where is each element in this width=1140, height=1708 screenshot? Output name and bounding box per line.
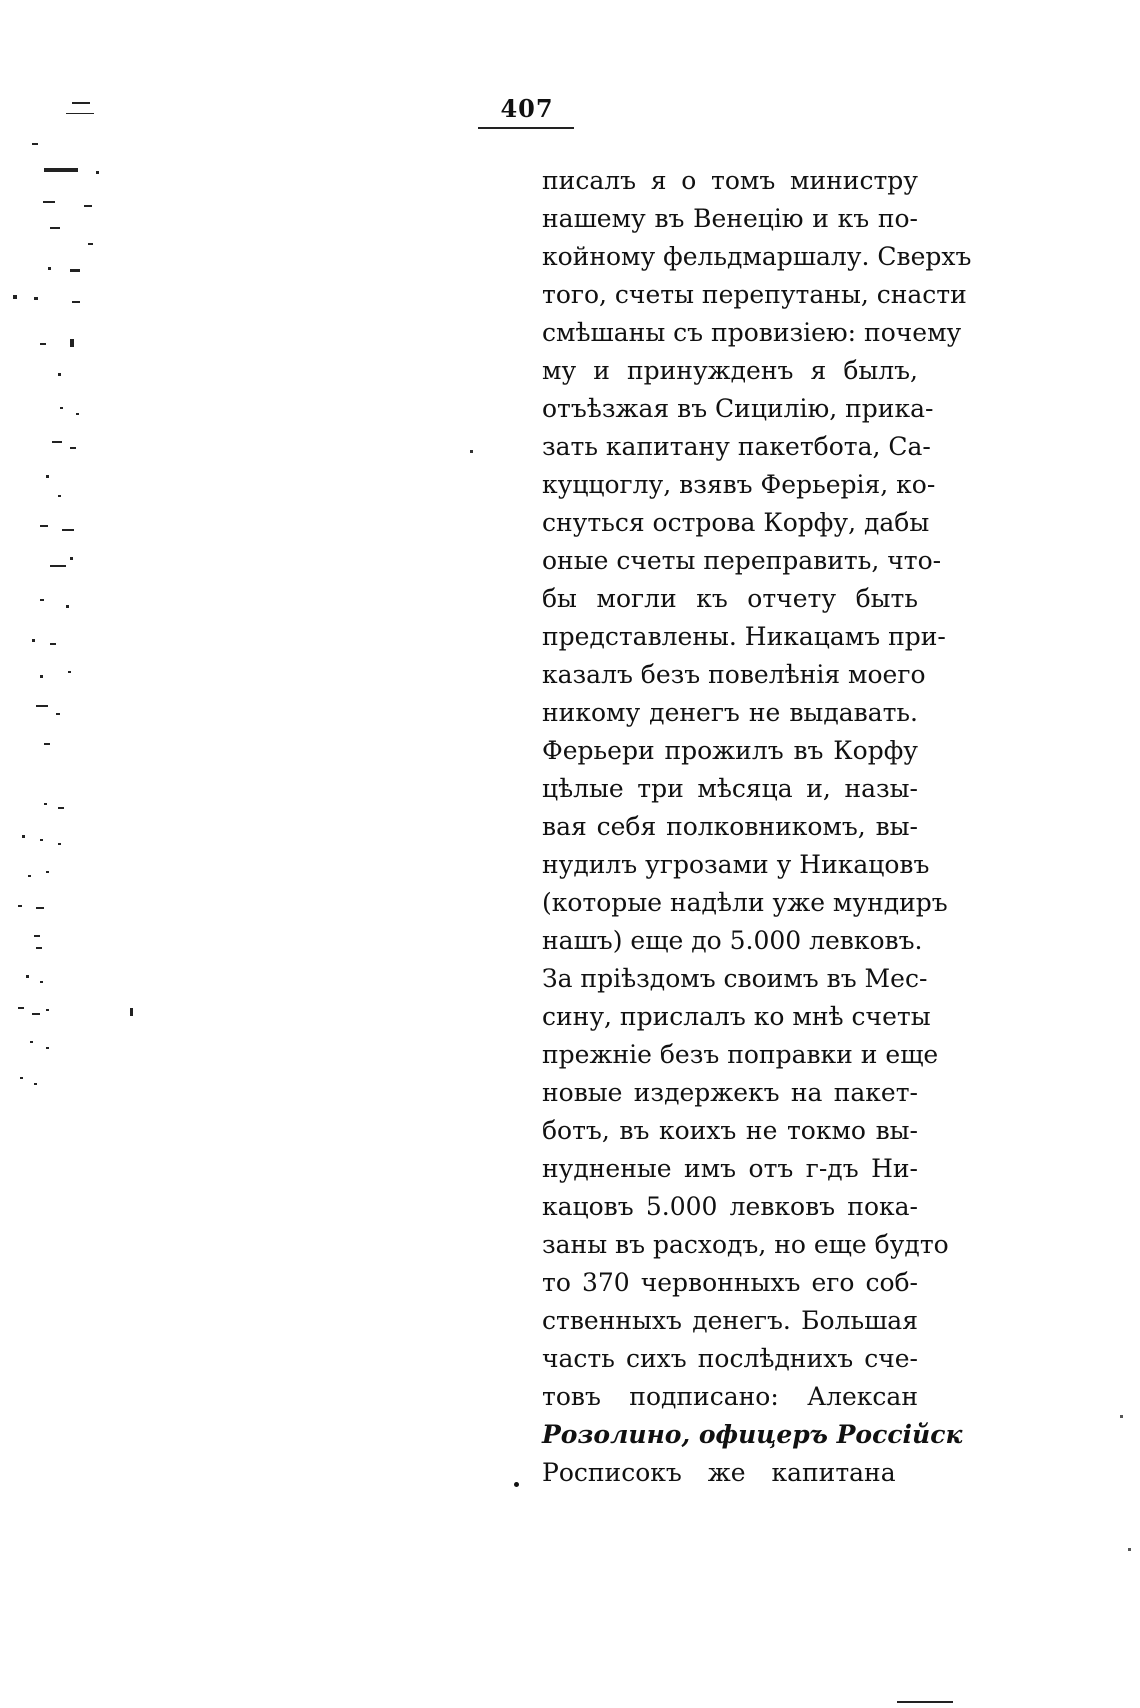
text-line: Росписокъ же капитана xyxy=(542,1458,896,1487)
scan-speck xyxy=(40,839,43,841)
text-line: никому денегъ не выдавать. xyxy=(542,698,918,727)
scan-speck xyxy=(34,1083,37,1085)
text-line: куццоглу, взявъ Ферьерія, ко- xyxy=(542,470,936,499)
scan-speck xyxy=(52,441,62,443)
text-line: заны въ расходъ, но еще будто xyxy=(542,1230,949,1259)
scan-speck xyxy=(36,947,42,949)
text-line: снуться острова Корфу, дабы xyxy=(542,508,930,537)
scan-speck xyxy=(72,102,90,104)
scan-speck xyxy=(62,529,74,531)
scan-speck xyxy=(96,171,99,174)
text-line: цѣлые три мѣсяца и, назы- xyxy=(542,774,918,803)
scan-speck xyxy=(44,743,50,745)
text-line: (которые надѣли уже мундиръ xyxy=(542,888,948,917)
scan-speck xyxy=(48,267,51,270)
scan-speck xyxy=(46,1009,49,1011)
scan-speck xyxy=(56,713,60,715)
text-line: нудненые имъ отъ г-дъ Ни- xyxy=(542,1154,918,1183)
scan-speck xyxy=(70,557,73,560)
scan-speck xyxy=(58,373,61,376)
scan-speck xyxy=(130,1008,133,1016)
text-line: нашъ) еще до 5.000 левковъ. xyxy=(542,926,923,955)
scan-speck xyxy=(72,301,80,303)
scan-speck xyxy=(58,807,64,809)
text-line: нудилъ угрозами у Никацовъ xyxy=(542,850,930,879)
scan-speck xyxy=(70,447,76,449)
text-line: Ферьери прожилъ въ Корфу xyxy=(542,736,918,765)
text-line: товъ подписано: Алексан xyxy=(542,1382,918,1411)
scan-speck xyxy=(46,1047,49,1049)
scan-speck xyxy=(70,269,80,272)
text-line: ботъ, въ коихъ не токмо вы- xyxy=(542,1116,918,1145)
scan-speck xyxy=(50,227,60,229)
scan-speck xyxy=(34,935,40,937)
scan-speck xyxy=(30,1041,33,1043)
scan-speck xyxy=(40,599,44,601)
body-text-column xyxy=(542,162,972,1492)
scan-speck xyxy=(32,1013,40,1015)
scan-speck xyxy=(66,113,94,114)
text-line: койному фельдмаршалу. Сверхъ xyxy=(542,242,972,271)
scan-speck xyxy=(58,843,61,845)
bottom-rule xyxy=(897,1701,953,1703)
text-line: За пріѣздомъ своимъ въ Мес- xyxy=(542,964,928,993)
text-line: зать капитану пакетбота, Са- xyxy=(542,432,931,461)
text-line: нашему въ Венецію и къ по- xyxy=(542,204,918,233)
scan-speck xyxy=(46,871,49,873)
scan-speck xyxy=(1128,1548,1131,1551)
scan-speck xyxy=(22,835,25,838)
scan-speck xyxy=(32,143,38,145)
scan-speck xyxy=(18,1007,24,1009)
text-line-italic: Розолино, офицеръ Россійск xyxy=(542,1420,963,1449)
scan-speck xyxy=(50,643,56,645)
scan-speck xyxy=(34,297,38,300)
scan-speck xyxy=(36,705,48,707)
text-line: оные счеты переправить, что- xyxy=(542,546,942,575)
scan-speck xyxy=(13,295,17,299)
text-line: смѣшаны съ провизіею: почему xyxy=(542,318,962,347)
scan-speck xyxy=(40,525,48,527)
scan-speck xyxy=(1120,1415,1123,1418)
text-line: му и принужденъ я былъ, xyxy=(542,356,918,385)
scan-speck xyxy=(44,803,47,805)
scan-speck xyxy=(26,975,29,978)
text-line: сину, прислалъ ко мнѣ счеты xyxy=(542,1002,931,1031)
scan-speck xyxy=(43,201,55,203)
scan-speck xyxy=(44,168,78,172)
scan-speck xyxy=(70,339,74,347)
scan-speck xyxy=(58,495,61,497)
scan-speck xyxy=(60,407,63,409)
scan-speck xyxy=(68,671,71,673)
text-line: писалъ я о томъ министру xyxy=(542,166,918,195)
scan-speck xyxy=(84,205,92,207)
scan-speck xyxy=(470,450,473,453)
scan-speck xyxy=(28,875,31,877)
text-line: бы могли къ отчету быть xyxy=(542,584,918,613)
scan-speck xyxy=(40,675,43,678)
text-line: представлены. Никацамъ при- xyxy=(542,622,946,651)
page-number: 407 xyxy=(500,94,554,123)
text-line: ственныхъ денегъ. Большая xyxy=(542,1306,918,1335)
scan-speck xyxy=(32,639,35,642)
text-line: вая себя полковникомъ, вы- xyxy=(542,812,918,841)
text-line: казалъ безъ повелѣнія моего xyxy=(542,660,926,689)
scan-speck xyxy=(40,343,46,345)
text-line: то 370 червонныхъ его соб- xyxy=(542,1268,918,1297)
text-line: новые издержекъ на пакет- xyxy=(542,1078,918,1107)
scan-speck xyxy=(46,475,49,478)
page-number-header xyxy=(478,95,576,129)
scan-speck xyxy=(76,413,79,415)
text-line: кацовъ 5.000 левковъ пока- xyxy=(542,1192,918,1221)
scan-speck xyxy=(88,243,93,245)
text-line: отъѣзжая въ Сицилію, прика- xyxy=(542,394,934,423)
text-line: прежніе безъ поправки и еще xyxy=(542,1040,939,1069)
scan-margin-specks xyxy=(10,95,120,1185)
scan-speck xyxy=(36,907,44,909)
scan-speck xyxy=(40,981,43,983)
scan-speck xyxy=(50,565,66,567)
margin-dot xyxy=(514,1482,519,1487)
text-line: часть сихъ послѣднихъ сче- xyxy=(542,1344,918,1373)
scan-speck xyxy=(18,905,22,907)
scan-speck xyxy=(20,1077,23,1079)
header-rule xyxy=(478,127,574,129)
scan-speck xyxy=(66,605,69,608)
text-line: того, счеты перепутаны, снасти xyxy=(542,280,967,309)
